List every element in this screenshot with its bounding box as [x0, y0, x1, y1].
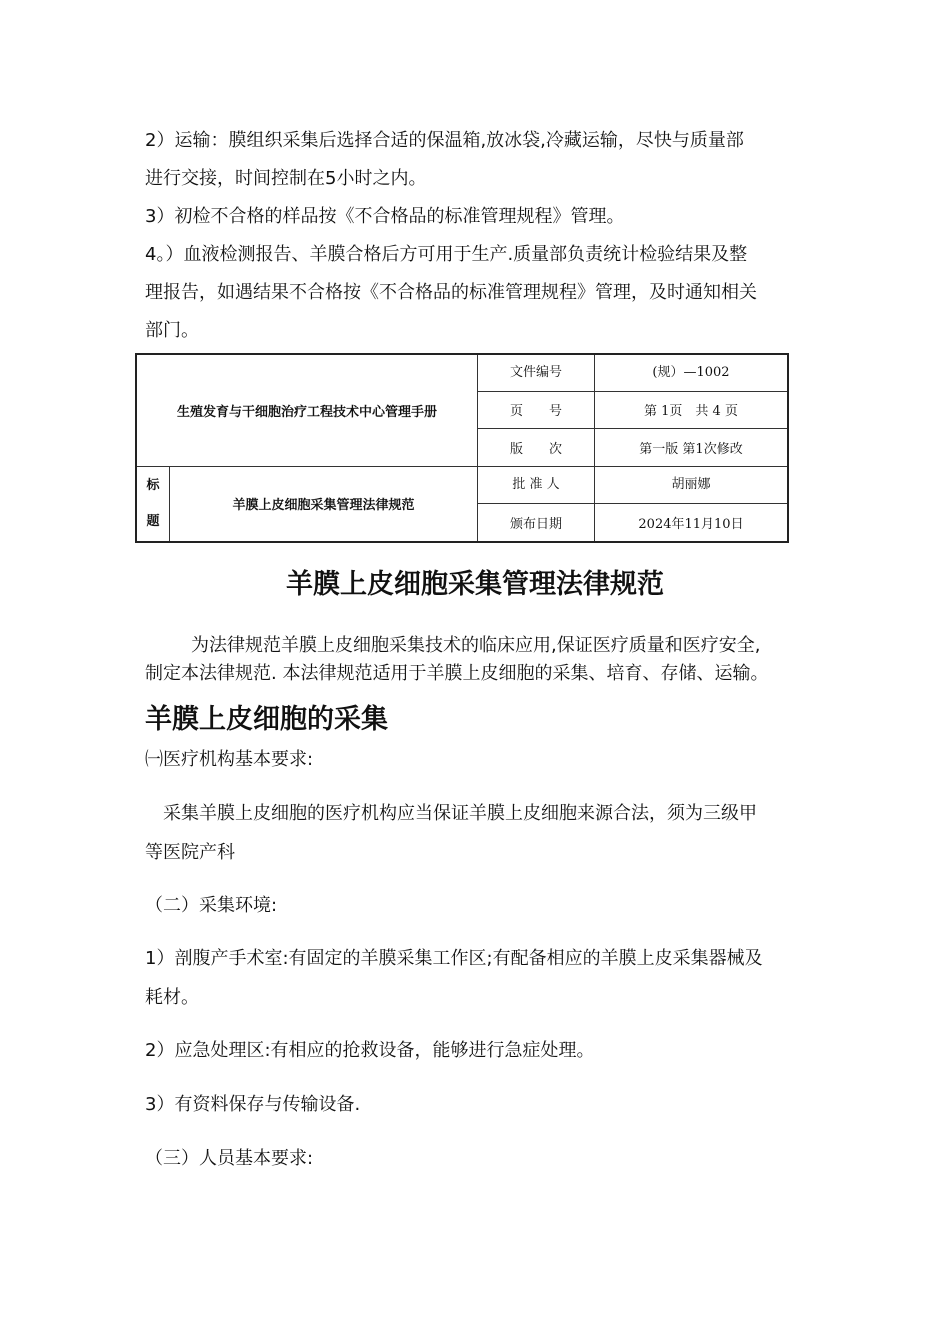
title-label-char: 标 [146, 477, 160, 493]
header-label: 颁布日期 [478, 503, 595, 542]
body-line: 耗材。 [145, 987, 199, 1008]
header-value: 2024年11月10日 [595, 503, 789, 542]
subsection-heading: （三）人员基本要求: [145, 1148, 314, 1169]
section-heading: 羊膜上皮细胞的采集 [145, 704, 388, 735]
doc-title: 羊膜上皮细胞采集管理法律规范 [170, 466, 478, 542]
header-value: 胡丽娜 [595, 466, 789, 503]
paragraph-line: 3）初检不合格的样品按《不合格品的标准管理规程》管理。 [145, 206, 625, 227]
header-label: 版 次 [478, 428, 595, 466]
main-title: 羊膜上皮细胞采集管理法律规范 [286, 569, 664, 600]
document-header-table [135, 353, 789, 543]
header-label: 批 准 人 [478, 466, 595, 503]
body-line: 3）有资料保存与传输设备. [145, 1094, 361, 1115]
intro-line: 为法律规范羊膜上皮细胞采集技术的临床应用,保证医疗质量和医疗安全, [191, 635, 761, 656]
body-line: 等医院产科 [145, 842, 235, 863]
manual-title: 生殖发育与干细胞治疗工程技术中心管理手册 [136, 354, 478, 466]
intro-paragraph [145, 632, 805, 688]
top-paragraphs [145, 122, 805, 350]
header-value: 第一版 第1次修改 [595, 428, 789, 466]
body-line: 2）应急处理区:有相应的抢救设备，能够进行急症处理。 [145, 1040, 595, 1061]
paragraph-line: 4。）血液检测报告、羊膜合格后方可用于生产.质量部负责统计检验结果及整 [145, 244, 748, 265]
paragraph-line: 2）运输：膜组织采集后选择合适的保温箱,放冰袋,冷藏运输，尽快与质量部 [145, 130, 744, 151]
title-label-char: 题 [146, 513, 160, 529]
body-line: 1）剖腹产手术室:有固定的羊膜采集工作区;有配备相应的羊膜上皮采集器械及 [145, 948, 763, 969]
paragraph-line: 进行交接，时间控制在5小时之内。 [145, 168, 427, 189]
paragraph-line: 部门。 [145, 320, 199, 341]
subsection-heading: （二）采集环境: [145, 895, 278, 916]
header-value: 第 1页 共 4 页 [595, 391, 789, 428]
paragraph-line: 理报告，如遇结果不合格按《不合格品的标准管理规程》管理，及时通知相关 [145, 282, 757, 303]
body-line: 采集羊膜上皮细胞的医疗机构应当保证羊膜上皮细胞来源合法，须为三级甲 [145, 803, 757, 824]
subsection-heading: ㈠医疗机构基本要求: [145, 749, 314, 770]
intro-line: 制定本法律规范. 本法律规范适用于羊膜上皮细胞的采集、培育、存储、运输。 [145, 663, 769, 684]
header-label: 页 号 [478, 391, 595, 428]
header-label: 文件编号 [478, 354, 595, 391]
title-label [136, 466, 170, 542]
header-value: (规）—1002 [595, 354, 789, 391]
